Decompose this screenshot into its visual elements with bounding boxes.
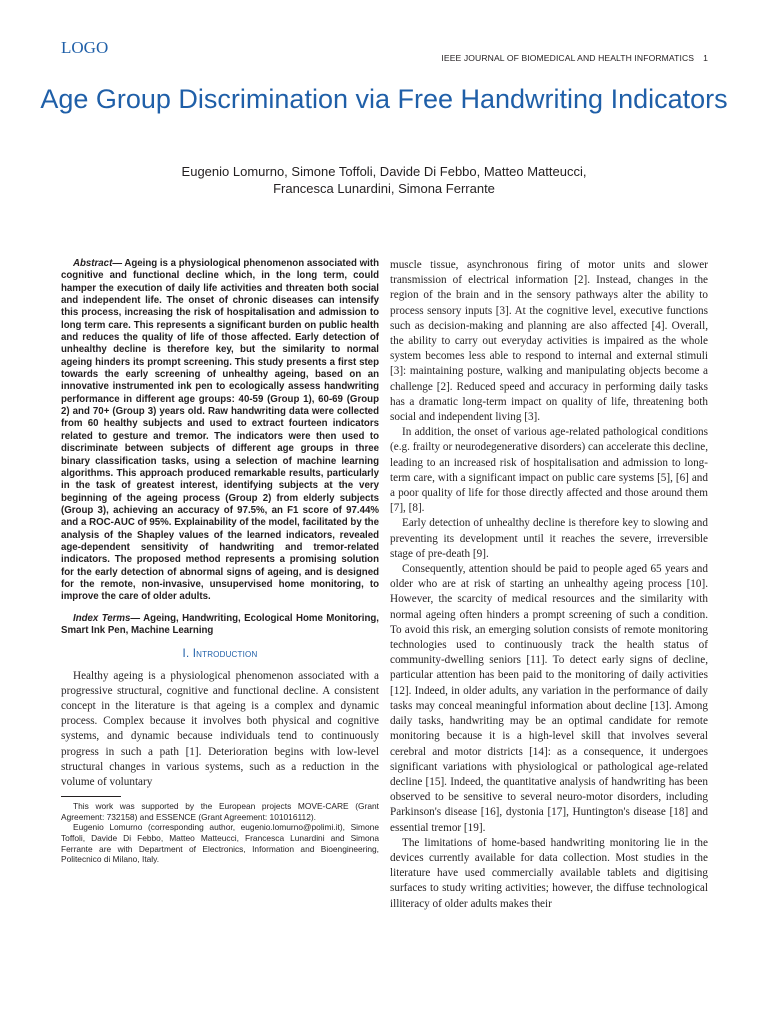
intro-paragraph: Healthy ageing is a physiological phenomenon associated with a progressive structural, cognitive and functional decline. A consistent concept in the literature is that ageing is a complex and dynamic process. Complex because it involves both physical and cognitive systems, and dynamic because individuals tend to continuously progress in such a path [1]. Deterioration begins with low-level structural changes in various systems, such as a reduction in the volume of voluntary xyxy=(61,669,379,788)
index-terms-text: Ageing, Handwriting, Ecological Home Monitoring, Smart Ink Pen, Machine Learning xyxy=(61,612,379,636)
footnote-affiliation: Eugenio Lomurno (corresponding author, eugenio.lomurno@polimi.it), Simone Toffoli, Davide Di Febbo, Matteo Matteucci, Francesca Lunardini and Simona Ferrante are with Department of Electronics, Information and Bioengineering, Politecnico di Milano, Italy. xyxy=(61,822,379,865)
paper-title: Age Group Discrimination via Free Handwriting Indicators xyxy=(40,84,728,114)
index-terms-dash: — xyxy=(130,612,144,624)
journal-name: IEEE JOURNAL OF BIOMEDICAL AND HEALTH INFORMATICS xyxy=(441,53,695,63)
abstract-dash: — xyxy=(112,258,125,269)
abstract xyxy=(61,258,379,604)
body-paragraph-1: muscle tissue, asynchronous firing of motor units and slower transmission of electrical information [2]. Instead, changes in the region of the brain and in the sensory pathways alter the ability to process sensory inputs [3]. At the cognitive level, executive functions such as decision-making and planning are also affected [4]. Overall, the ability to carry out everyday activities is impaired as the whole system becomes less able to respond to internal and external stimuli [3]: maintaining posture, walking and manipulating objects become a challenge [2]. Reduced speed and accuracy in performing daily tasks has a dramatic long-term impact on quality of life, threatening both social and independent living [3]. xyxy=(390,259,708,424)
body-paragraph-2: In addition, the onset of various age-related pathological conditions (e.g. frailty or neurodegenerative disorders) can accelerate this decline, leading to an increased risk of hospitalisation and admission to long-term care, with a significant impact on public care systems [5], [6] and a poor quality of life for those directly affected and those around them [7], [8]. xyxy=(390,426,708,515)
body-paragraph-3: Early detection of unhealthy decline is therefore key to slowing and preventing its development until it reaches the severe, irreversible stage of pre-death [9]. xyxy=(390,517,708,560)
body-paragraph-5: The limitations of home-based handwriting monitoring lie in the devices currently available for data collection. Most studies in the literature have used commercially available tablets and digitising surfaces to study writing activities; however, the diffuse technological illiteracy of older adults makes their xyxy=(390,836,708,910)
left-column xyxy=(61,258,379,865)
index-terms xyxy=(61,613,379,638)
abstract-lead: Abstract xyxy=(73,258,113,269)
journal-logo: LOGO xyxy=(61,38,109,57)
abstract-text: Ageing is a physiological phenomenon associated with cognitive and functional decline which, in the long term, could hamper the execution of daily life activities and threaten both social and independent life. The onset of chronic diseases can intensify this process, increasing the risk of hospitalisation and admission to long term care. This represents a significant burden on public health and reduces the quality of life of those affected. Early detection of unhealthy decline is therefore key, but the similarity to normal ageing hinders its prompt screening. This study presents a first step towards the early screening of unhealthy ageing, based on an innovative instrumented ink pen to ecologically assess handwriting performance in different age groups: 40-59 (Group 1), 60-69 (Group 2) and 70+ (Group 3) years old. Raw handwriting data were collected from 60 healthy subjects and used to extract fourteen indicators related to gesture and tremor. The indicators were then used to discriminate between subjects of different age groups in three binary classification tasks, using a selection of machine learning algorithms. This approach produced remarkable results, particularly in the task of greatest interest, identifying subjects at the very beginning of the ageing process (Group 2) from elderly subjects (Group 3), achieving an accuracy of 97.5%, an F1 score of 97.44% and a ROC-AUC of 95%. Explainability of the model, facilitated by the analysis of the Shapley values of the learned indicators, revealed age-dependent sensitivity of handwriting and tremor-related indicators. The proposed method represents a promising solution for the early detection of abnormal signs of ageing, and is designed for the remote, non-invasive, unsupervised home monitoring, to improve the care of older adults. xyxy=(61,258,379,603)
authors-line-1: Eugenio Lomurno, Simone Toffoli, Davide Di Febbo, Matteo Matteucci, xyxy=(181,164,587,179)
right-column xyxy=(390,258,708,912)
footnote-rule xyxy=(61,796,121,797)
body-paragraph-4: Consequently, attention should be paid to people aged 65 years and older who are at risk of starting an unhealthy ageing process [10]. However, the scarcity of medical resources and the similarity with normal ageing often hinders a prompt screening of such a condition. To avoid this risk, an emerging solution consists of remote monitoring technologies used to continuously track the health status of community-dwelling seniors [11]. To detect early signs of decline, particular attention has been paid to the monitoring of daily activities [12]. Indeed, in older adults, any variation in the performance of daily tasks may conceal meaningful information about decline [13]. Among daily tasks, handwriting may be an optimal candidate for remote monitoring because it is a high-level skill that involves several cerebral and motor districts [14]: as a consequence, it undergoes significant variations with physiological or pathological age-related decline [15]. Indeed, the quantitative analysis of handwriting has been observed to be sensitive to several neuro-motor disorders, including Parkinson's disease [16], dystonia [17], Huntington's disease [18] and essential tremor [19]. xyxy=(390,563,708,834)
running-header xyxy=(441,53,708,63)
page-number: 1 xyxy=(703,53,708,63)
footnote-funding: This work was supported by the European projects MOVE-CARE (Grant Agreement: 732158) and ESSENCE (Grant Agreement: 101016112). xyxy=(61,801,379,822)
index-terms-lead: Index Terms xyxy=(73,612,131,624)
section-heading-introduction: I. Introduction xyxy=(182,648,258,661)
author-list xyxy=(80,163,688,197)
authors-line-2: Francesca Lunardini, Simona Ferrante xyxy=(273,181,495,196)
